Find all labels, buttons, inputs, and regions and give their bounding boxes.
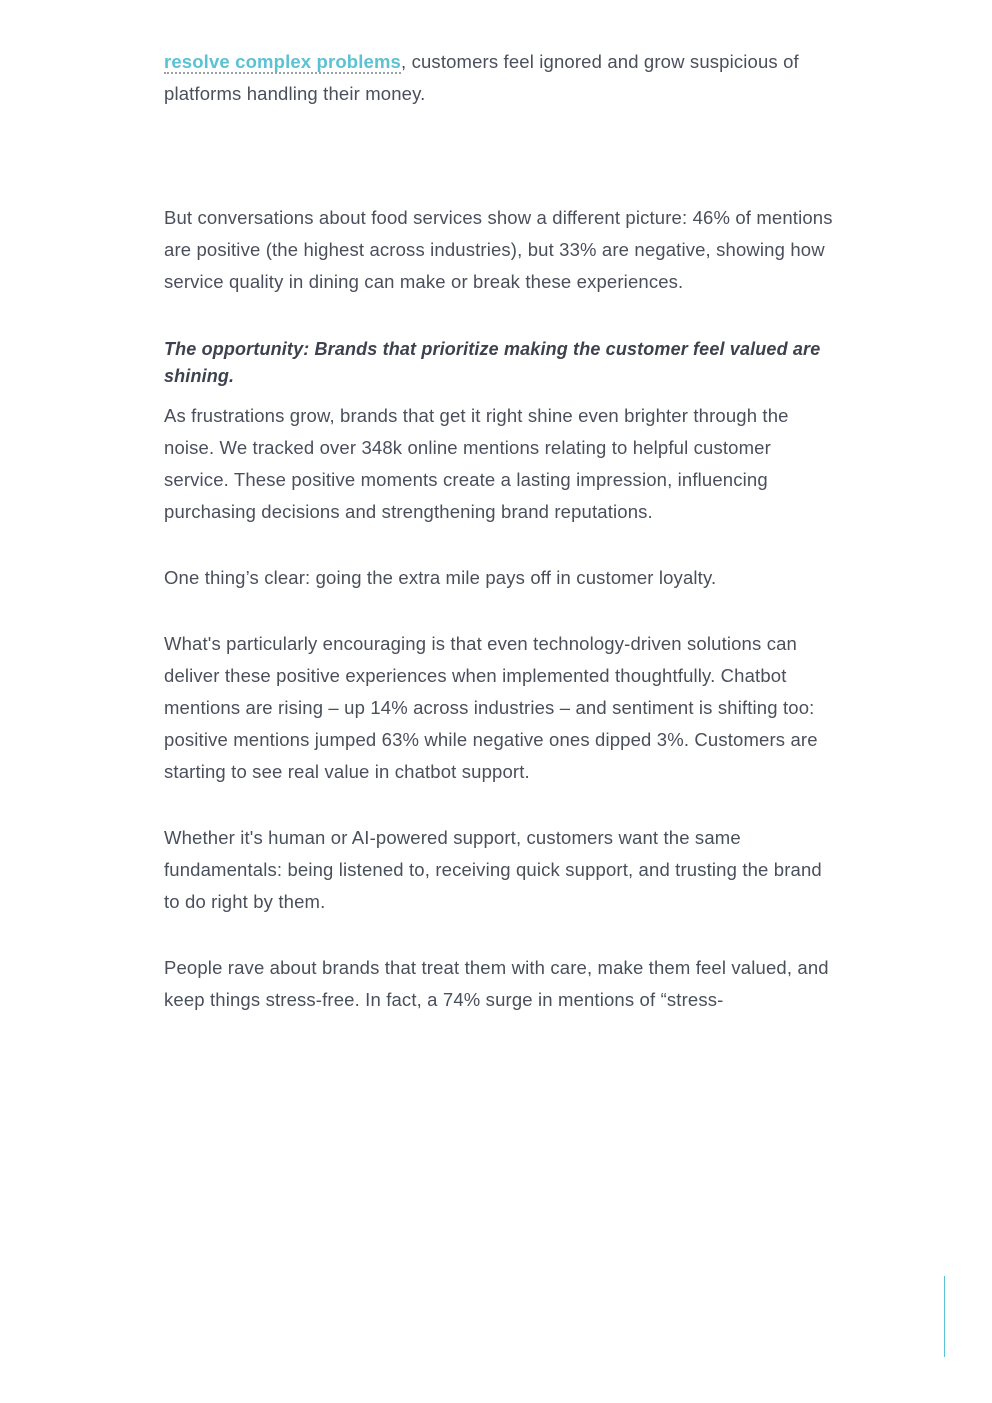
resolve-complex-problems-link[interactable]: resolve complex problems (164, 51, 401, 72)
paragraph-fundamentals: Whether it's human or AI-powered support, customers want the same fundamentals: being listened to, receiving quick support, and trusting the brand to do right by them. (164, 827, 822, 912)
paragraph-helpful-service: As frustrations grow, brands that get it right shine even brighter through the noise. We tracked over 348k online mentions relating to helpful customer service. These positive moments create a lasting impression, influencing purchasing decisions and strengthening brand reputations. (164, 405, 789, 522)
paragraph-food-services: But conversations about food services show a different picture: 46% of mentions are positive (the highest across industries), but 33% are negative, showing how service quality in dining can make or break these experiences. (164, 207, 833, 292)
paragraph-chatbot: What's particularly encouraging is that even technology-driven solutions can deliver these positive experiences when implemented thoughtfully. Chatbot mentions are rising – up 14% across industries – and sentiment is shifting too: positive mentions jumped 63% while negative ones dipped 3%. Customers are starting to see real value in chatbot support. (164, 633, 818, 782)
paragraph-complex-problems-text: , customers feel ignored and grow suspicious of platforms handling their money. (164, 51, 799, 104)
paragraph-stress-free: People rave about brands that treat them with care, make them feel valued, and keep things stress-free. In fact, a 74% surge in mentions of “stress- (164, 957, 829, 1010)
page-accent-rule (944, 1276, 945, 1357)
section-subheading: The opportunity: Brands that prioritize making the customer feel valued are shining. (164, 339, 821, 386)
paragraph-extra-mile: One thing’s clear: going the extra mile pays off in customer loyalty. (164, 567, 717, 588)
article-body (164, 46, 836, 1016)
paragraph-complex-problems (164, 46, 836, 110)
